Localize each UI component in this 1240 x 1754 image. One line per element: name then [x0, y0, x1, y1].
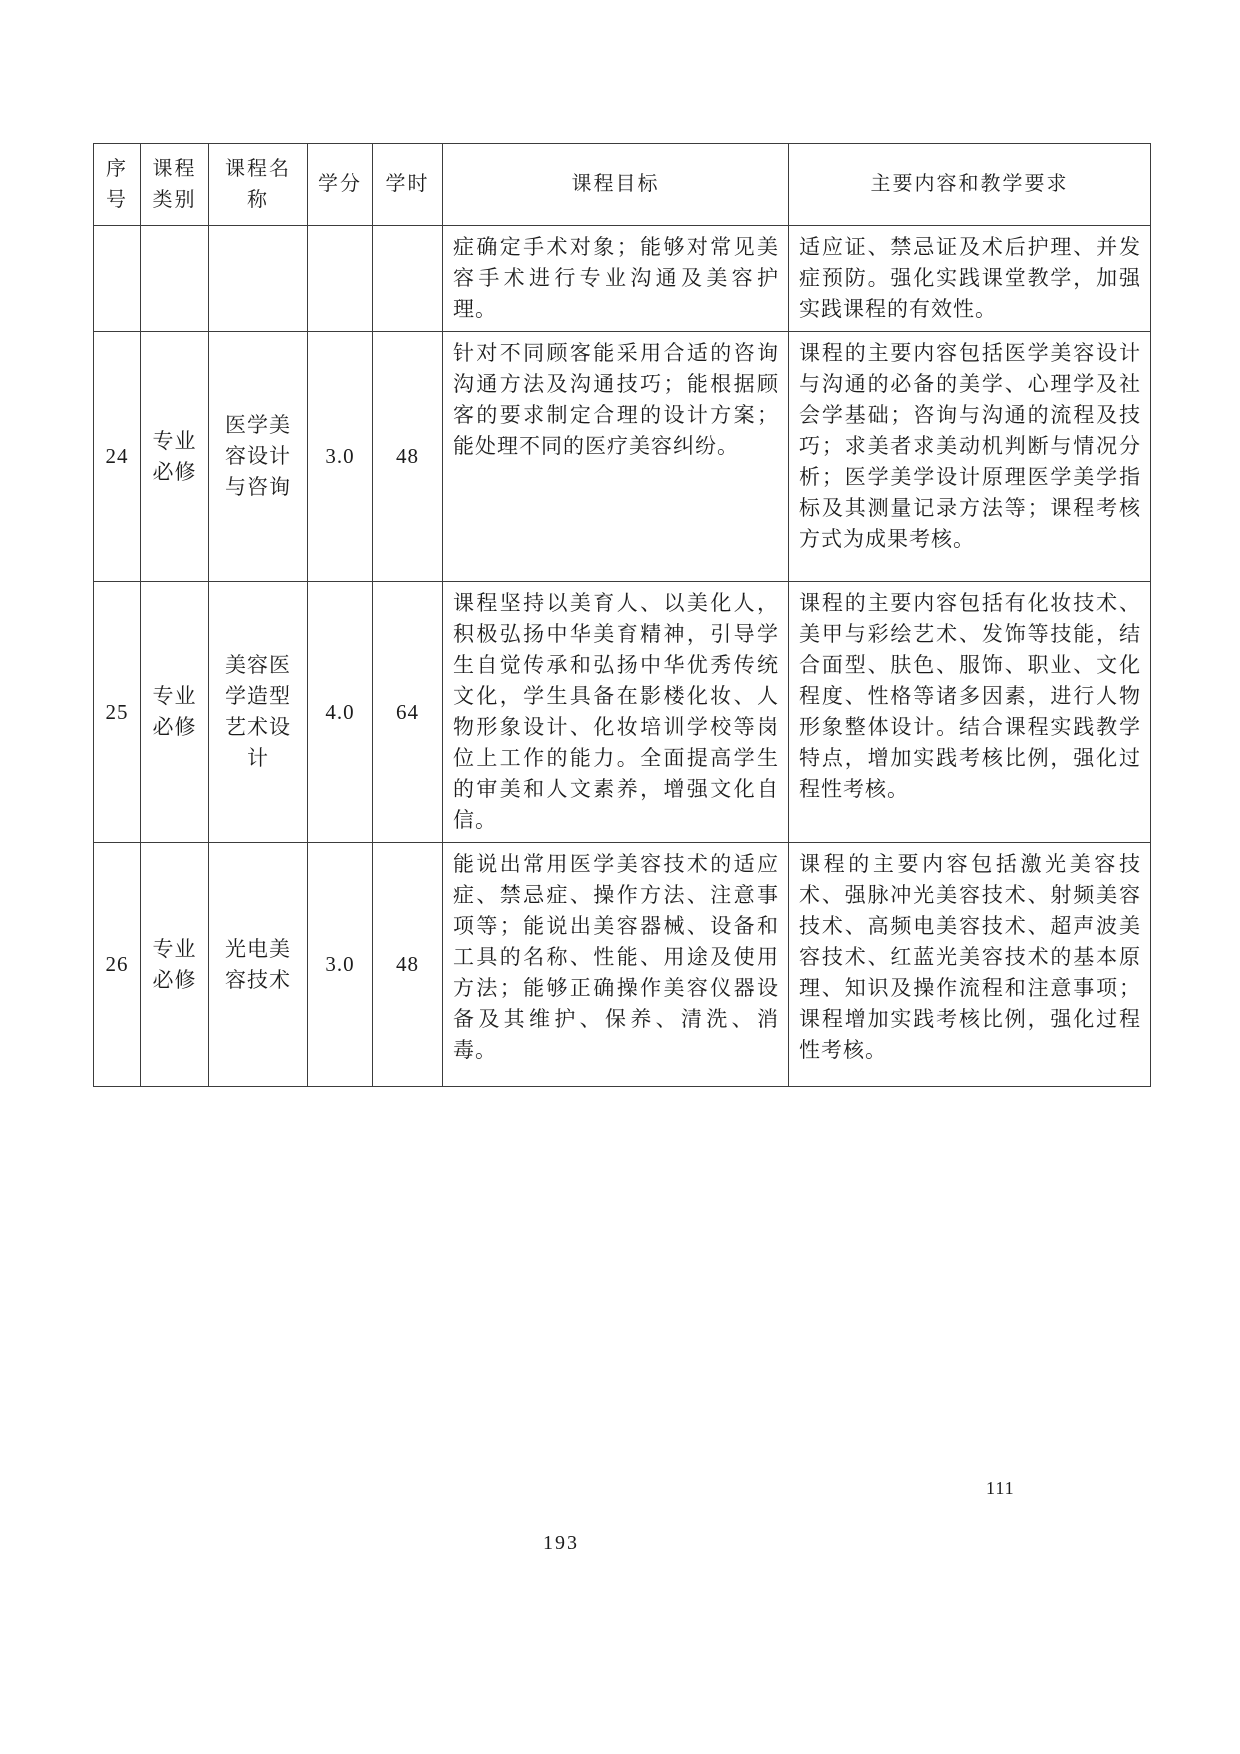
- cell-category: 专业必修: [141, 582, 209, 843]
- header-content: 主要内容和教学要求: [789, 144, 1151, 226]
- cell-credits: 3.0: [308, 843, 373, 1087]
- cell-no: 26: [94, 843, 141, 1087]
- cell-objectives: 针对不同顾客能采用合适的咨询沟通方法及沟通技巧；能根据顾客的要求制定合理的设计方案；能处理不同的医疗美容纠纷。: [443, 332, 789, 582]
- cell-objectives: 能说出常用医学美容技术的适应症、禁忌症、操作方法、注意事项等；能说出美容器械、设备和工具的名称、性能、用途及使用方法；能够正确操作美容仪器设备及其维护、保养、清洗、消毒。: [443, 843, 789, 1087]
- cell-content: 课程的主要内容包括医学美容设计与沟通的必备的美学、心理学及社会学基础；咨询与沟通的流程及技巧；求美者求美动机判断与情况分析；医学美学设计原理医学美学指标及其测量记录方法等；课程考核方式为成果考核。: [789, 332, 1151, 582]
- cell-name: 美容医学造型艺术设计: [209, 582, 308, 843]
- table-row: [94, 226, 1151, 332]
- cell-no: 24: [94, 332, 141, 582]
- cell-content: 课程的主要内容包括有化妆技术、美甲与彩绘艺术、发饰等技能，结合面型、肤色、服饰、职业、文化程度、性格等诸多因素，进行人物形象整体设计。结合课程实践教学特点，增加实践考核比例，强化过程性考核。: [789, 582, 1151, 843]
- footer-page-number: 193: [543, 1532, 579, 1554]
- table-row: [94, 582, 1151, 843]
- header-row: [94, 144, 1151, 226]
- cell-hours: 64: [373, 582, 443, 843]
- table-row: [94, 843, 1151, 1087]
- cell-no: 25: [94, 582, 141, 843]
- cell-objectives: 课程坚持以美育人、以美化人，积极弘扬中华美育精神，引导学生自觉传承和弘扬中华优秀传统文化，学生具备在影楼化妆、人物形象设计、化妆培训学校等岗位上工作的能力。全面提高学生的审美和人文素养，增强文化自信。: [443, 582, 789, 843]
- cell-category: [141, 226, 209, 332]
- cell-hours: 48: [373, 843, 443, 1087]
- cell-credits: 3.0: [308, 332, 373, 582]
- cell-credits: [308, 226, 373, 332]
- cell-objectives: 症确定手术对象；能够对常见美容手术进行专业沟通及美容护理。: [443, 226, 789, 332]
- cell-hours: [373, 226, 443, 332]
- table-row: [94, 332, 1151, 582]
- cell-content: 课程的主要内容包括激光美容技术、强脉冲光美容技术、射频美容技术、高频电美容技术、超声波美容技术、红蓝光美容技术的基本原理、知识及操作流程和注意事项；课程增加实践考核比例，强化过程性考核。: [789, 843, 1151, 1087]
- corner-page-number: 111: [986, 1478, 1015, 1498]
- header-category: 课程类别: [141, 144, 209, 226]
- cell-content: 适应证、禁忌证及术后护理、并发症预防。强化实践课堂教学，加强实践课程的有效性。: [789, 226, 1151, 332]
- cell-credits: 4.0: [308, 582, 373, 843]
- header-no: 序号: [94, 144, 141, 226]
- header-objectives: 课程目标: [443, 144, 789, 226]
- cell-name: 医学美容设计与咨询: [209, 332, 308, 582]
- header-hours: 学时: [373, 144, 443, 226]
- cell-hours: 48: [373, 332, 443, 582]
- cell-name: 光电美容技术: [209, 843, 308, 1087]
- header-name: 课程名称: [209, 144, 308, 226]
- course-table: [93, 143, 1151, 1087]
- cell-name: [209, 226, 308, 332]
- cell-category: 专业必修: [141, 843, 209, 1087]
- cell-category: 专业必修: [141, 332, 209, 582]
- cell-no: [94, 226, 141, 332]
- header-credits: 学分: [308, 144, 373, 226]
